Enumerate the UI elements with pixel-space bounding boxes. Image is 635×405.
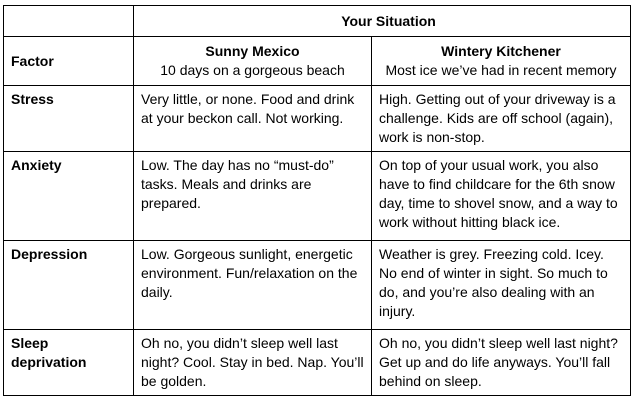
factor-cell: Depression [4, 241, 134, 330]
mexico-cell: Very little, or none. Food and drink at your beckon call. Not working. [134, 86, 372, 152]
factor-cell: Stress [4, 86, 134, 152]
mexico-title: Sunny Mexico [205, 43, 300, 59]
factor-cell: Sleep deprivation [4, 330, 134, 396]
table-row [4, 152, 631, 241]
table-row [4, 330, 631, 396]
comparison-table [3, 5, 631, 396]
mexico-cell: Oh no, you didn’t sleep well last night? Cool. Stay in bed. Nap. You’ll be golden. [134, 330, 372, 396]
mexico-subtitle: 10 days on a gorgeous beach [160, 62, 345, 78]
kitchener-subtitle: Most ice we’ve had in recent memory [385, 62, 617, 78]
kitchener-title: Wintery Kitchener [441, 43, 561, 59]
mexico-cell: Low. The day has no “must-do” tasks. Meals and drinks are prepared. [134, 152, 372, 241]
kitchener-cell: On top of your usual work, you also have to find childcare for the 6th snow day, time to shovel snow, and a way to work without hitting black ice. [372, 152, 631, 241]
empty-corner-cell [4, 6, 134, 37]
table-row [4, 86, 631, 152]
factor-header: Factor [4, 37, 134, 86]
mexico-header-cell [134, 37, 372, 86]
column-header-row [4, 37, 631, 86]
situation-header: Your Situation [134, 6, 631, 37]
kitchener-cell: Oh no, you didn’t sleep well last night? Get up and do life anyways. You’ll fall behind on sleep. [372, 330, 631, 396]
mexico-cell: Low. Gorgeous sunlight, energetic environment. Fun/relaxation on the daily. [134, 241, 372, 330]
kitchener-header-cell [372, 37, 631, 86]
situation-header-row [4, 6, 631, 37]
factor-cell: Anxiety [4, 152, 134, 241]
table-row [4, 241, 631, 330]
kitchener-cell: Weather is grey. Freezing cold. Icey. No end of winter in sight. So much to do, and you’re also dealing with an injury. [372, 241, 631, 330]
kitchener-cell: High. Getting out of your driveway is a challenge. Kids are off school (again), work is non-stop. [372, 86, 631, 152]
